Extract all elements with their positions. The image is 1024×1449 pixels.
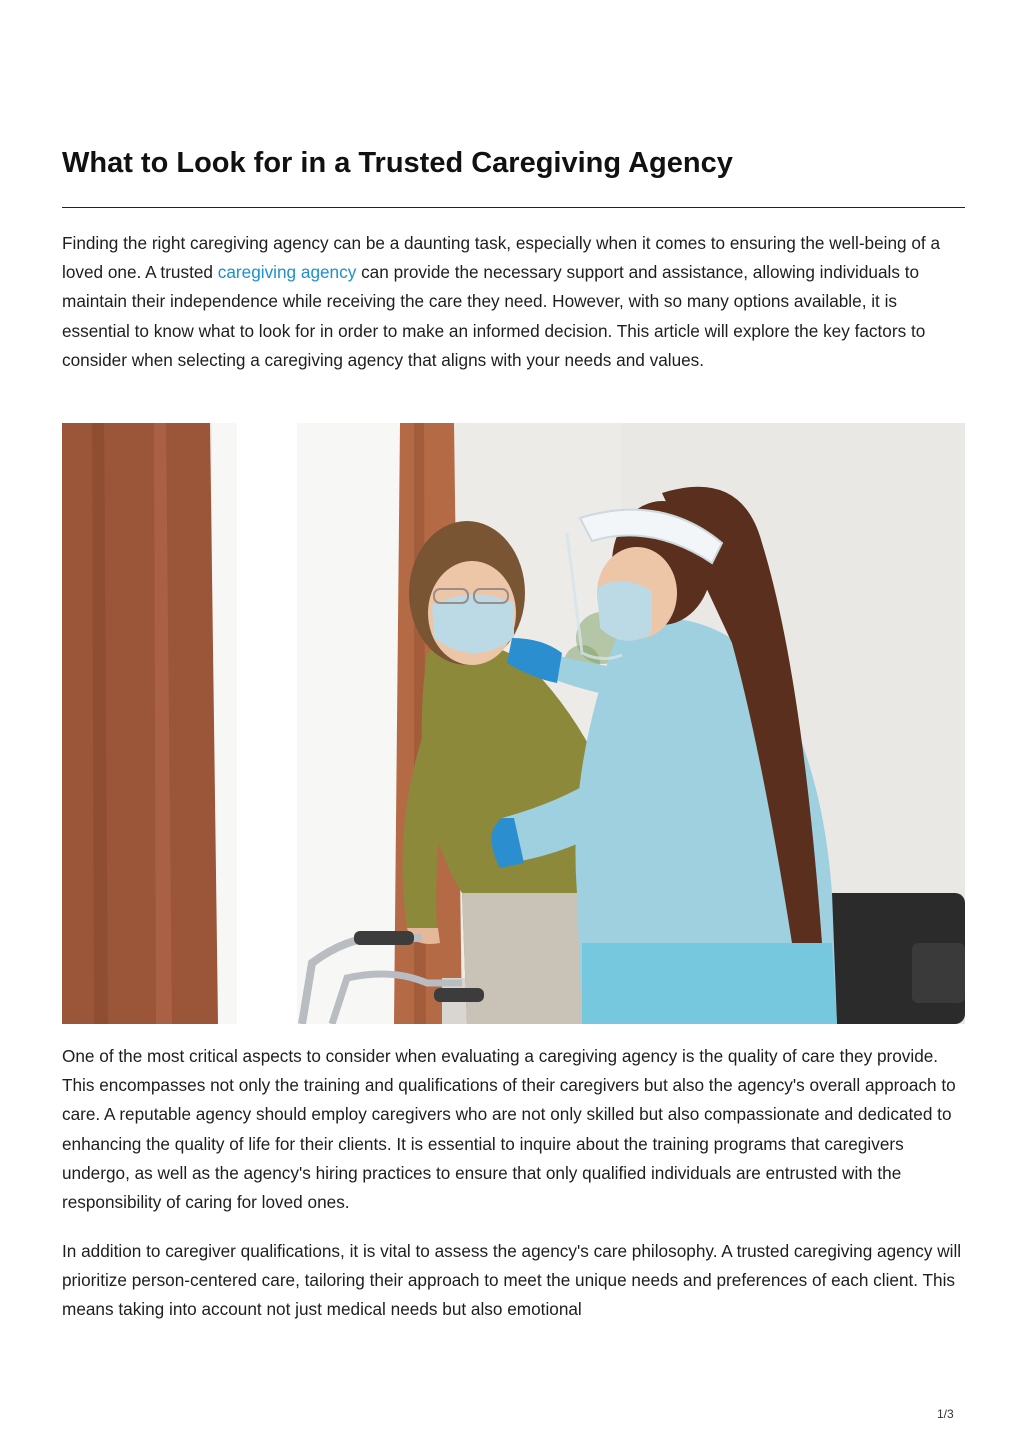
intro-paragraph <box>62 229 965 375</box>
caregiving-agency-link[interactable]: caregiving agency <box>217 262 357 283</box>
intro-text-after-link: can provide the necessary support and assistance, allowing individuals to maintain their independence while receiving the care they need. However, with so many options available, it is essential to know what to look for in order to make an informed decision. This article will explore the key factors to consider when selecting a caregiving agency that aligns with your needs and values. <box>62 262 926 370</box>
caregiver-assisting-elderly-woman-photo <box>62 423 965 1024</box>
title-divider <box>62 207 965 208</box>
article-title: What to Look for in a Trusted Caregiving Agency <box>62 147 733 179</box>
page-number: 1/3 <box>937 1407 954 1421</box>
quality-of-care-paragraph: One of the most critical aspects to consider when evaluating a caregiving agency is the quality of care they provide. This encompasses not only the training and qualifications of their caregivers but also the agency's overall approach to care. A reputable agency should employ caregivers who are not only skilled but also compassionate and dedicated to enhancing the quality of life for their clients. It is essential to inquire about the training programs that caregivers undergo, as well as the agency's hiring practices to ensure that only qualified individuals are entrusted with the responsibility of caring for loved ones. <box>62 1046 956 1213</box>
intro-text-before-link: Finding the right caregiving agency can be a daunting task, especially when it comes to ensuring the well-being of a loved one. A trusted <box>62 233 941 283</box>
care-philosophy-paragraph: In addition to caregiver qualifications, it is vital to assess the agency's care philosophy. A trusted caregiving agency will prioritize person-centered care, tailoring their approach to meet the unique needs and preferences of each client. This means taking into account not just medical needs but also emotional <box>62 1241 962 1320</box>
